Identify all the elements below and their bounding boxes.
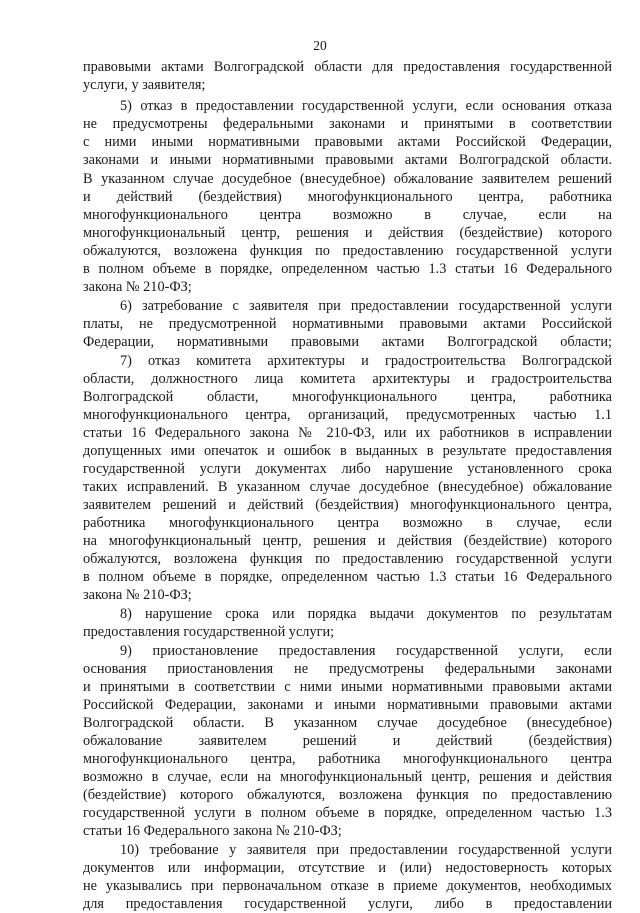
text-line: допущенных ими опечаток и ошибок в выданных в результате предоставления — [83, 443, 612, 459]
text-line: законами и иными нормативными правовыми актами Волгоградской области. — [83, 152, 612, 168]
text-line: 6) затребование с заявителя при предоставлении государственной услуги — [120, 298, 612, 314]
text-line: документов или информации, отсутствие и (или) недостоверность которых — [83, 860, 612, 876]
text-line: работника многофункционального центра возможно в случае, если — [83, 515, 612, 531]
text-line: основания приостановления не предусмотрены федеральными законами — [83, 661, 612, 677]
text-line: и действий (бездействия) многофункционального центра, работника — [83, 189, 612, 205]
text-line: платы, не предусмотренной нормативными правовыми актами Российской — [83, 316, 612, 332]
text-line: многофункциональный центр, решения и действия (бездействие) которого — [83, 225, 612, 241]
text-line: возможно в случае, если на многофункциональный центр, решения и действия — [83, 769, 612, 785]
text-line: многофункционального центра, организаций, предусмотренных частью 1.1 — [83, 407, 612, 423]
text-line: закона № 210-ФЗ; — [83, 279, 192, 295]
text-line: не указывались при первоначальном отказе в приеме документов, необходимых — [83, 878, 612, 894]
text-line: статьи 16 Федерального закона № 210-ФЗ; — [83, 823, 342, 839]
text-line: в полном объеме в порядке, определенном частью 1.3 статьи 16 Федерального — [83, 569, 612, 585]
text-line: многофункционального центра возможно в случае, если на — [83, 207, 612, 223]
text-line: обжалуются, возложена функция по предоставлению государственной услуги — [83, 551, 612, 567]
text-line: 8) нарушение срока или порядка выдачи документов по результатам — [120, 606, 612, 622]
page-number: 20 — [313, 38, 327, 53]
text-line: Федерации, нормативными правовыми актами Волгоградской области; — [83, 334, 612, 350]
text-line: с ними иными нормативными правовыми актами Российской Федерации, — [83, 134, 612, 150]
text-line: и принятыми в соответствии с ними иными нормативными правовыми актами — [83, 679, 612, 695]
text-line: области, должностного лица комитета архитектуры и градостроительства — [83, 371, 612, 387]
text-line: услуги, у заявителя; — [83, 77, 206, 93]
text-line: статьи 16 Федерального закона № 210-ФЗ, или их работников в исправлении — [83, 425, 612, 441]
text-line: на многофункциональный центр, решения и действия (бездействие) которого — [83, 533, 612, 549]
text-line: таких исправлений. В указанном случае досудебное (внесудебное) обжалование — [83, 479, 612, 495]
text-line: закона № 210-ФЗ; — [83, 587, 192, 603]
text-line: многофункционального центра, работника многофункционального центра — [83, 751, 612, 767]
text-line: заявителем решений и действий (бездействия) многофункционального центра, — [83, 497, 612, 513]
text-line: В указанном случае досудебное (внесудебное) обжалование заявителем решений — [83, 171, 612, 187]
text-line: Волгоградской области, многофункционального центра, работника — [83, 389, 612, 405]
text-line: 5) отказ в предоставлении государственной услуги, если основания отказа — [120, 98, 612, 114]
text-line: Волгоградской области. В указанном случае досудебное (внесудебное) — [83, 715, 612, 731]
text-line: обжалуются, возложена функция по предоставлению государственной услуги — [83, 243, 612, 259]
text-line: в полном объеме в порядке, определенном частью 1.3 статьи 16 Федерального — [83, 261, 612, 277]
text-line: Российской Федерации, законами и иными нормативными правовыми актами — [83, 697, 612, 713]
text-line: 9) приостановление предоставления государственной услуги, если — [120, 643, 612, 659]
text-line: не предусмотрены федеральными законами и принятыми в соответствии — [83, 116, 612, 132]
text-line: государственной услуги в полном объеме в порядке, определенном частью 1.3 — [83, 805, 612, 821]
text-line: обжалование заявителем решений и действий (бездействия) — [83, 733, 612, 749]
text-line: государственной услуги документах либо нарушение установленного срока — [83, 461, 612, 477]
text-line: 7) отказ комитета архитектуры и градостроительства Волгоградской — [120, 353, 612, 369]
text-line: предоставления государственной услуги; — [83, 624, 335, 640]
text-line: (бездействие) которого обжалуются, возложена функция по предоставлению — [83, 787, 612, 803]
text-line: для предоставления государственной услуги, либо в предоставлении — [83, 896, 612, 912]
text-line: 10) требование у заявителя при предоставлении государственной услуги — [120, 842, 612, 858]
text-line: правовыми актами Волгоградской области для предоставления государственной — [83, 59, 612, 75]
